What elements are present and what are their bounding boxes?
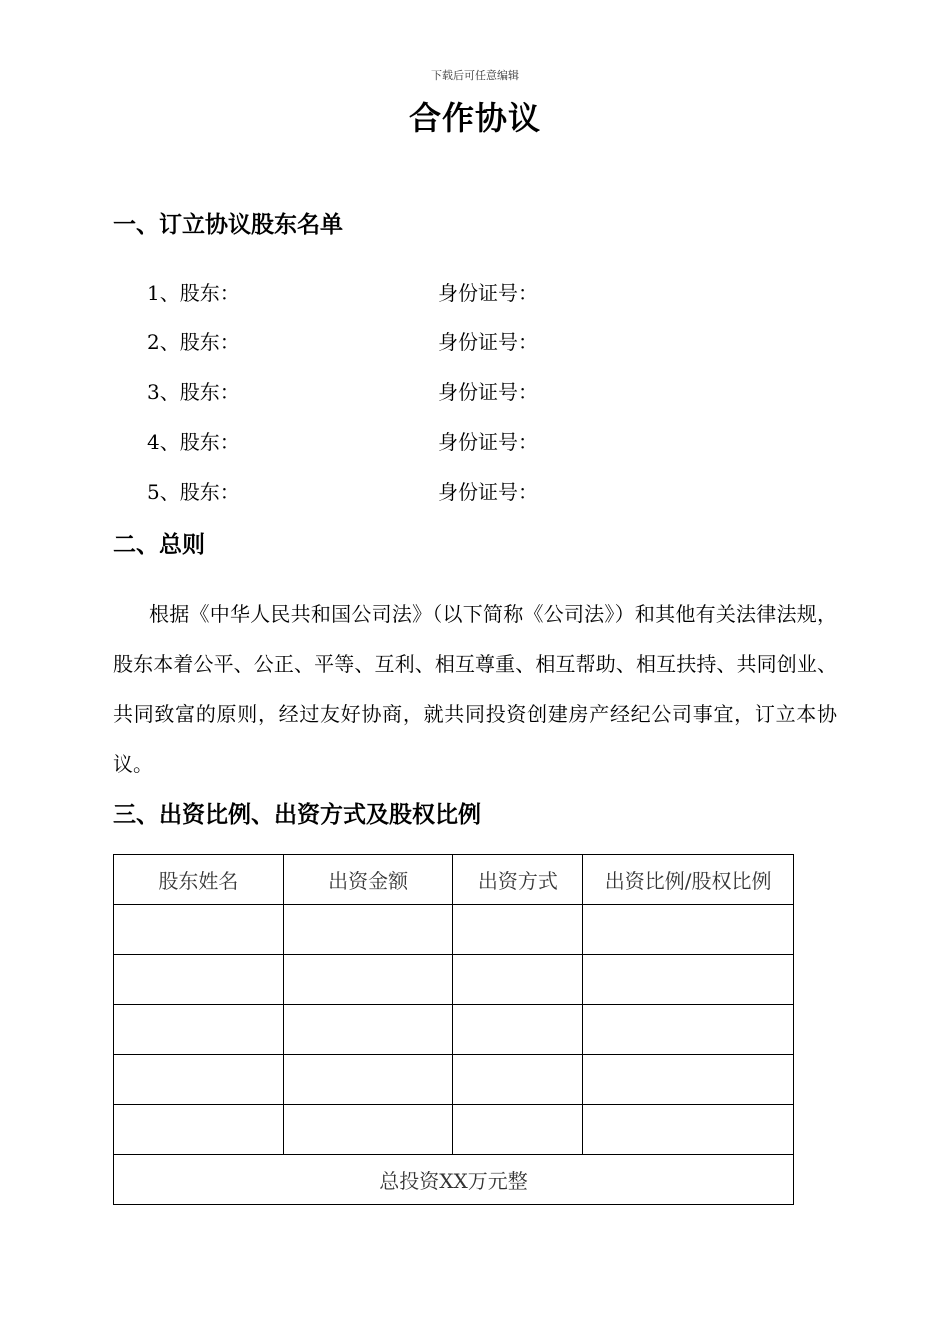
table-cell: [283, 1005, 453, 1055]
id-number-label: 身份证号：: [438, 380, 538, 404]
section-heading-general: 二、总则: [113, 532, 205, 558]
table-cell: [114, 1105, 284, 1155]
table-cell: [453, 905, 583, 955]
table-cell: [583, 905, 794, 955]
table-row: [114, 1055, 794, 1105]
table-cell: [453, 955, 583, 1005]
table-row: [114, 1005, 794, 1055]
section-heading-contribution: 三、出资比例、出资方式及股权比例: [113, 802, 481, 828]
shareholder-row: [147, 376, 847, 406]
table-cell: [114, 1055, 284, 1105]
shareholder-label: 1、股东：: [147, 281, 240, 305]
table-cell: [283, 955, 453, 1005]
column-header: 股东姓名: [114, 855, 284, 905]
contribution-table: [113, 854, 794, 1205]
shareholder-row: [147, 426, 847, 456]
table-cell: [583, 1055, 794, 1105]
table-row: [114, 955, 794, 1005]
id-number-label: 身份证号：: [438, 480, 538, 504]
table-row: [114, 1105, 794, 1155]
shareholder-label: 2、股东：: [147, 330, 240, 354]
shareholder-label: 5、股东：: [147, 480, 240, 504]
section-heading-shareholders: 一、订立协议股东名单: [113, 212, 343, 238]
table-cell: [453, 1105, 583, 1155]
column-header: 出资比例/股权比例: [583, 855, 794, 905]
id-number-label: 身份证号：: [438, 281, 538, 305]
column-header: 出资金额: [283, 855, 453, 905]
table-cell: [583, 1105, 794, 1155]
id-number-label: 身份证号：: [438, 330, 538, 354]
document-title: 合作协议: [408, 99, 541, 137]
shareholder-label: 4、股东：: [147, 430, 240, 454]
table-cell: [453, 1005, 583, 1055]
table-cell: [283, 1055, 453, 1105]
table-total-row: [114, 1155, 794, 1205]
shareholder-row: [147, 476, 847, 506]
shareholder-row: [147, 326, 847, 356]
table-row: [114, 905, 794, 955]
shareholder-label: 3、股东：: [147, 380, 240, 404]
table-cell: [583, 955, 794, 1005]
table-header-row: [114, 855, 794, 905]
id-number-label: 身份证号：: [438, 430, 538, 454]
general-provisions-paragraph: 根据《中华人民共和国公司法》（以下简称《公司法》）和其他有关法律法规，股东本着公平、公正、平等、互利、相互尊重、相互帮助、相互扶持、共同创业、共同致富的原则，经过友好协商，就共同投资创建房产经纪公司事宜，订立本协议。: [113, 602, 837, 776]
table-cell: [283, 1105, 453, 1155]
shareholder-row: [147, 277, 847, 307]
header-note: 下载后可任意编辑: [431, 69, 519, 82]
total-investment-cell: 总投资XX万元整: [114, 1155, 794, 1205]
table-cell: [453, 1055, 583, 1105]
table-cell: [114, 1005, 284, 1055]
table-cell: [114, 905, 284, 955]
table-cell: [114, 955, 284, 1005]
table-cell: [283, 905, 453, 955]
column-header: 出资方式: [453, 855, 583, 905]
table-cell: [583, 1005, 794, 1055]
